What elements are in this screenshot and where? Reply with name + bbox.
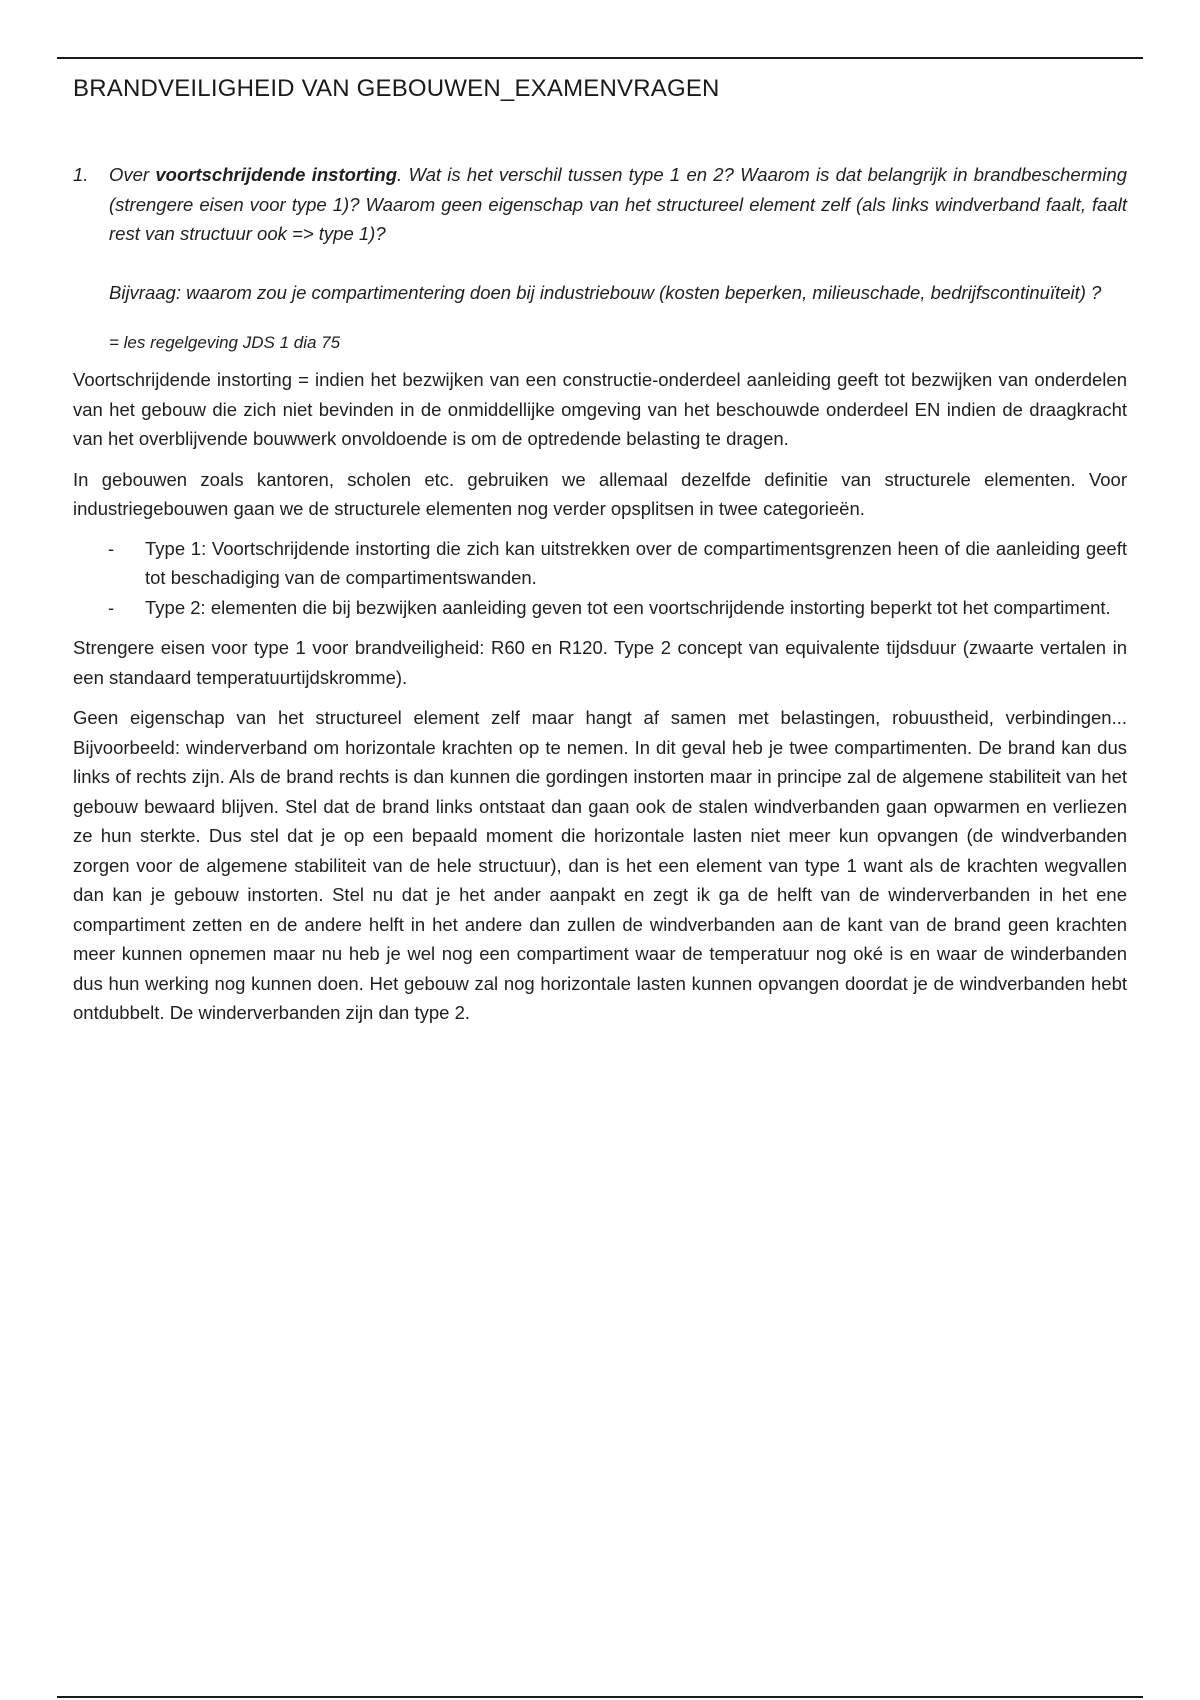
question-keyword: voortschrijdende instorting [155, 164, 398, 185]
list-bullet: - [108, 537, 115, 559]
question-intro: Over [109, 164, 156, 185]
list-item-type-1 [73, 534, 1127, 593]
sub-question: Bijvraag: waarom zou je compartimentering doen bij industriebouw (kosten beperken, milieuschade, bedrijfscontinuïteit) ? [109, 281, 1102, 303]
document-page [73, 72, 1127, 1028]
question-text [109, 160, 1127, 249]
list-item-type-2 [73, 593, 1127, 623]
question-reference: = les regelgeving JDS 1 dia 75 [109, 333, 341, 352]
bottom-rule [57, 1696, 1143, 1698]
answer-requirements: Strengere eisen voor type 1 voor brandveiligheid: R60 en R120. Type 2 concept van equivalente tijdsduur (zwaarte vertalen in een standaard temperatuurtijdskromme). [73, 637, 1127, 688]
document-title: BRANDVEILIGHEID VAN GEBOUWEN_EXAMENVRAGEN [73, 75, 720, 102]
list-item-text: Type 2: elementen die bij bezwijken aanleiding geven tot een voortschrijdende instorting beperkt tot het compartiment. [145, 596, 1111, 618]
type-list [73, 534, 1127, 623]
answer-definition: Voortschrijdende instorting = indien het bezwijken van een constructie-onderdeel aanleiding geeft tot bezwijken van onderdelen van het gebouw die zich niet bevinden in de onmiddellijke omgeving van het beschouwde onderdeel EN indien de draagkracht van het overblijvende bouwwerk onvoldoende is om de optredende belasting te dragen. [73, 369, 1127, 449]
top-rule [57, 57, 1143, 59]
answer-explanation: Geen eigenschap van het structureel element zelf maar hangt af samen met belastingen, robuustheid, verbindingen... Bijvoorbeeld: winderverband om horizontale krachten op te nemen. In dit geval heb je twee compartimenten. De brand kan dus links of rechts zijn. Als de brand rechts is dan kunnen die gordingen instorten maar in principe zal de algemene stabiliteit van het gebouw bewaard blijven. Stel dat de brand links ontstaat dan gaan ook de stalen windverbanden gaan opwarmen en verliezen ze hun sterkte. Dus stel dat je op een bepaald moment die horizontale lasten niet meer kun opvangen (de windverbanden zorgen voor de algemene stabiliteit van de hele structuur), dan is het een element van type 1 want als de krachten wegvallen dan kan je gebouw instorten. Stel nu dat je het ander aanpakt en zegt ik ga de helft van de winderverbanden in het ene compartiment zetten en de andere helft in het andere dan zullen de windverbanden aan de kant van de brand geen krachten meer kunnen opnemen maar nu heb je wel nog een compartiment waar de temperatuur nog oké is en waar de winderbanden dus hun werking nog kunnen doen. Het gebouw zal nog horizontale lasten kunnen opvangen doordat je de windverbanden hebt ontdubbelt. De winderverbanden zijn dan type 2. [73, 707, 1127, 1023]
list-bullet: - [108, 596, 115, 618]
answer-context: In gebouwen zoals kantoren, scholen etc. gebruiken we allemaal dezelfde definitie van structurele elementen. Voor industriegebouwen gaan we de structurele elementen nog verder opsplitsen in twee categorieën. [73, 468, 1127, 519]
question-body: . Wat is het verschil tussen type 1 en 2? Waarom is dat belangrijk in brandbescherming (strengere eisen voor type 1)? Waarom geen eigenschap van het structureel element zelf (als links windverband faalt, faalt rest van structuur ook => type 1)? [109, 164, 1127, 244]
list-item-text: Type 1: Voortschrijdende instorting die zich kan uitstrekken over de compartimentsgrenzen heen of die aanleiding geeft tot beschadiging van de compartimentswanden. [145, 537, 1127, 588]
exam-question [73, 160, 1127, 355]
question-number: 1. [73, 164, 89, 185]
